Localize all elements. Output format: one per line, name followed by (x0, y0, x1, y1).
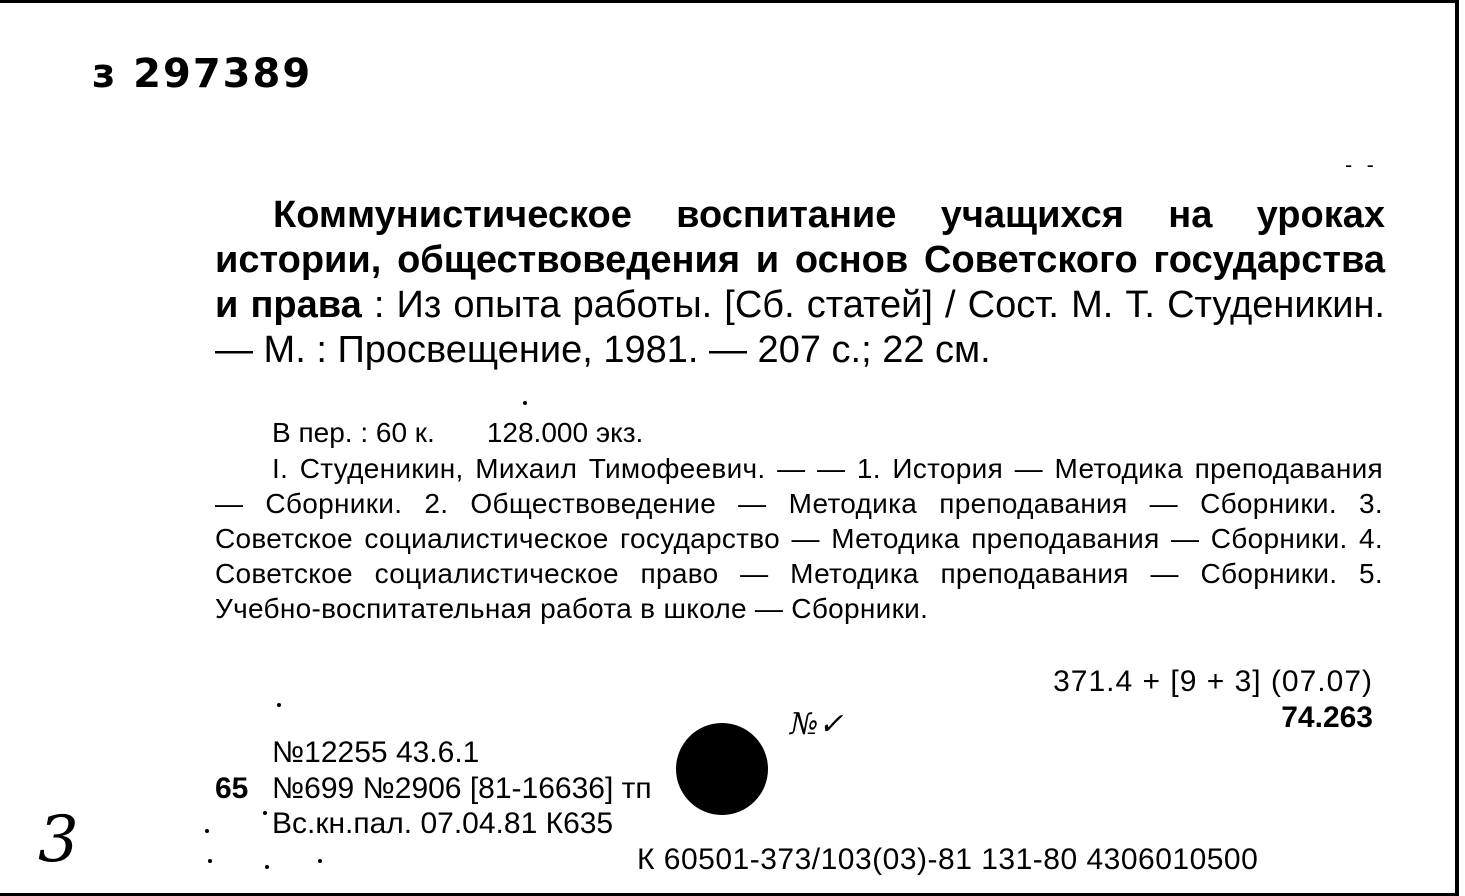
speck (265, 865, 269, 869)
price: В пер. : 60 к. (272, 417, 435, 448)
book-chamber-line: Вс.кн.пал. 07.04.81 К635 (272, 807, 614, 840)
speck (318, 859, 322, 863)
speck (263, 811, 267, 815)
inventory-number: з 297389 (92, 51, 313, 97)
handwritten-digit: 3 (38, 803, 79, 877)
bbk-index: 74.263 (1281, 701, 1373, 734)
speck (523, 401, 527, 405)
copies: 128.000 экз. (486, 417, 644, 448)
line-prefix: 65 (215, 772, 249, 805)
order-number-line: №699 №2906 [81-16636] тп (272, 772, 652, 805)
price-line (272, 415, 643, 450)
bibliographic-description (215, 193, 1385, 373)
top-mark: - - (1345, 153, 1378, 177)
publisher-code-line: К 60501-373/103(03)-81 131-80 4306010500 (637, 843, 1259, 876)
punch-hole (676, 723, 768, 815)
publication-details: : Из опыта работы. [Сб. статей] / Сост. М. Т. Студеникин. — М. : Просвещение, 1981. — 207 с.; 22 см. (215, 284, 1385, 371)
udc-index: 371.4 + [9 + 3] (07.07) (1053, 665, 1373, 698)
card-number-line: №12255 43.6.1 (272, 736, 480, 769)
book-title: Коммунистическое воспитание учащихся на уроках истории, обществоведения и основ Советского государства и права (215, 194, 1385, 326)
subject-headings: I. Студеникин, Михаил Тимофеевич. — — 1. История — Методика преподавания — Сборники. 2. Обществоведение — Методика преподавания — Сборники. 3. Советское социалистическое государство — Методика преподавания — Сборники. 4. Советское социалистическое право — Методика преподавания — Сборники. 5. Учебно-воспитательная работа в школе — Сборники. (215, 453, 1383, 624)
speck (277, 703, 281, 707)
handwritten-mark: №✓ (790, 707, 844, 742)
speck (205, 829, 209, 833)
speck (208, 859, 212, 863)
